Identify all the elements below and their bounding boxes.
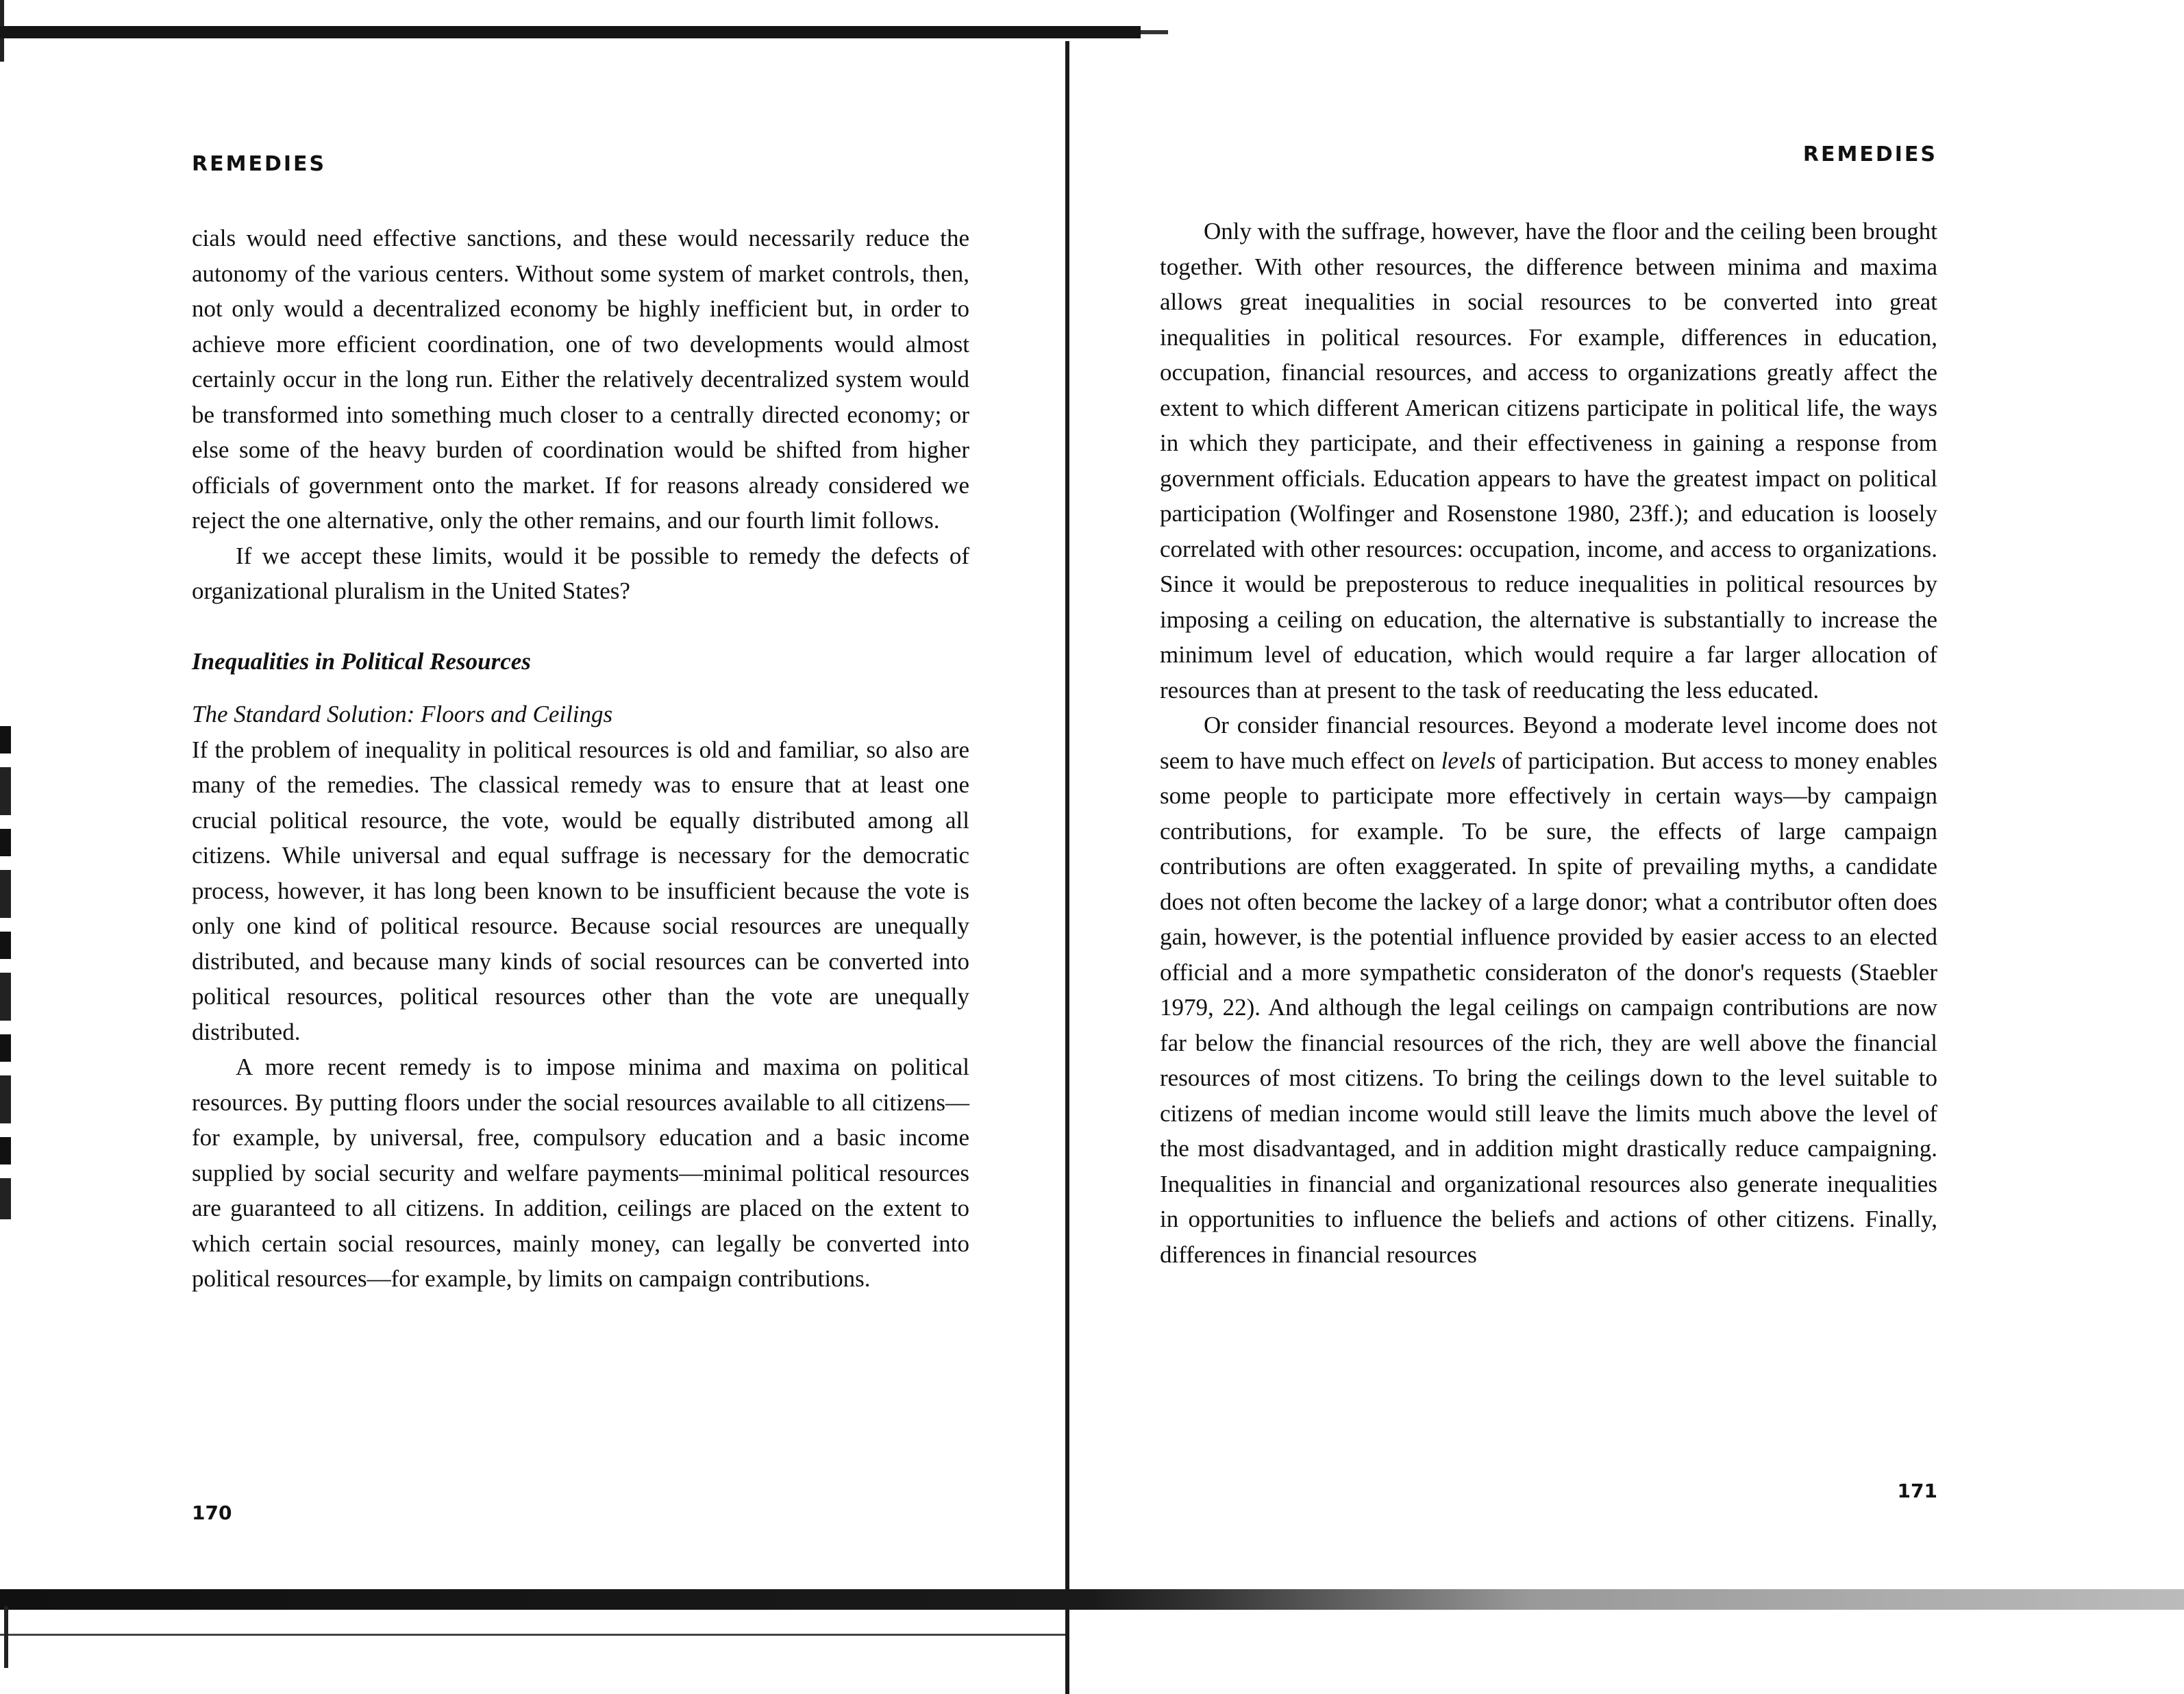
spacer bbox=[192, 609, 969, 644]
paragraph: cials would need effective sanctions, and these would necessarily reduce the autonomy of the various centers. Without some system of market controls, then, not only would a decentralized economy be highly inefficient but, in order to achieve more efficient coordination, one of two developments would almost certainly occur in the long run. Either the relatively decentralized system would be transformed into something much closer to a centrally directed economy; or else some of the heavy burden of coordination would be shifted from higher officials of government onto the market. If for reasons already considered we reject the one alternative, only the other remains, and our fourth limit follows. bbox=[192, 225, 969, 534]
running-head: REMEDIES bbox=[192, 152, 327, 176]
subsection-heading: The Standard Solution: Floors and Ceilings bbox=[192, 701, 613, 727]
running-head: REMEDIES bbox=[1802, 142, 1937, 166]
spacer bbox=[192, 679, 969, 697]
emphasis: levels bbox=[1441, 747, 1496, 774]
left-page-body bbox=[192, 221, 969, 1297]
paragraph: If the problem of inequality in political resources is old and familiar, so also are many of the remedies. The classical remedy was to ensure that at least one crucial political resource, the vote, would be equally distributed among all citizens. While universal and equal suffrage is necessary for the democratic process, however, it has long been known to be insufficient because the vote is only one kind of political resource. Because social resources are unequally distributed, and because many kinds of social resources can be converted into political resources, political resources other than the vote are unequally distributed. bbox=[192, 736, 969, 1045]
section-heading: Inequalities in Political Resources bbox=[192, 647, 531, 675]
scan-artifact-bottom-bar bbox=[0, 1589, 2184, 1610]
scan-artifact-left-edge bbox=[0, 726, 11, 1219]
page-number: 171 bbox=[1897, 1480, 1937, 1502]
paragraph-text: Or consider financial resources. Beyond a moderate level income does not seem to have much effect on bbox=[1160, 712, 1937, 774]
book-gutter bbox=[1065, 41, 1069, 1694]
paragraph: A more recent remedy is to impose minima and maxima on political resources. By putting floors under the social resources available to all citizens—for example, by universal, free, compulsory education and a basic income supplied by social security and welfare payments—minimal political resources are guaranteed to all citizens. In addition, ceilings are placed on the extent to which certain social resources, mainly money, can legally be converted into political resources—for example, by limits on campaign contributions. bbox=[192, 1054, 969, 1292]
paragraph bbox=[1160, 708, 1937, 1272]
scan-artifact-bottom-corner bbox=[4, 1606, 8, 1668]
paragraph-text: of participation. But access to money enables some people to participate more effectively in certain ways—by campaign contributions, for example. To be sure, the effects of large campaign contributions are often exaggerated. In spite of prevailing myths, a candidate does not often become the lackey of a large donor; what a contributor often does gain, however, is the potential influence provided by easier access to an elected official and a more sympathetic consideraton of the donor's requests (Staebler 1979, 22). And although the legal ceilings on campaign contributions are now far below the financial resources of the rich, they are well above the financial resources of most citizens. To bring the ceilings down to the level suitable to citizens of median income would still leave the limits much above the level of the most disadvantaged, and in addition might drastically reduce campaigning. Inequalities in financial and organizational resources also generate inequalities in opportunities to influence the beliefs and actions of other citizens. Finally, differences in financial resources bbox=[1160, 747, 1937, 1268]
paragraph: If we accept these limits, would it be possible to remedy the defects of organizational pluralism in the United States? bbox=[192, 542, 969, 604]
scan-artifact-bottom-line bbox=[0, 1634, 1065, 1636]
right-page-body bbox=[1160, 214, 1937, 1272]
page-number: 170 bbox=[192, 1502, 232, 1524]
scan-artifact-top-bar-tail bbox=[1141, 30, 1168, 34]
paragraph: Only with the suffrage, however, have the floor and the ceiling been brought together. With other resources, the difference between minima and maxima allows great inequalities in social resources to be converted into great inequalities in political resources. For example, differences in education, occupation, financial resources, and access to organizations greatly affect the extent to which different American citizens participate in political life, the ways in which they participate, and their effectiveness in gaining a response from government officials. Education appears to have the greatest impact on political participation (Wolfinger and Rosenstone 1980, 23ff.); and education is loosely correlated with other resources: occupation, income, and access to organizations. Since it would be preposterous to reduce inequalities in political resources by imposing a ceiling on education, the alternative is substantially to increase the minimum level of education, which would require a far larger allocation of resources than at present to the task of reeducating the less educated. bbox=[1160, 218, 1937, 703]
scan-artifact-top-bar bbox=[0, 26, 1141, 38]
